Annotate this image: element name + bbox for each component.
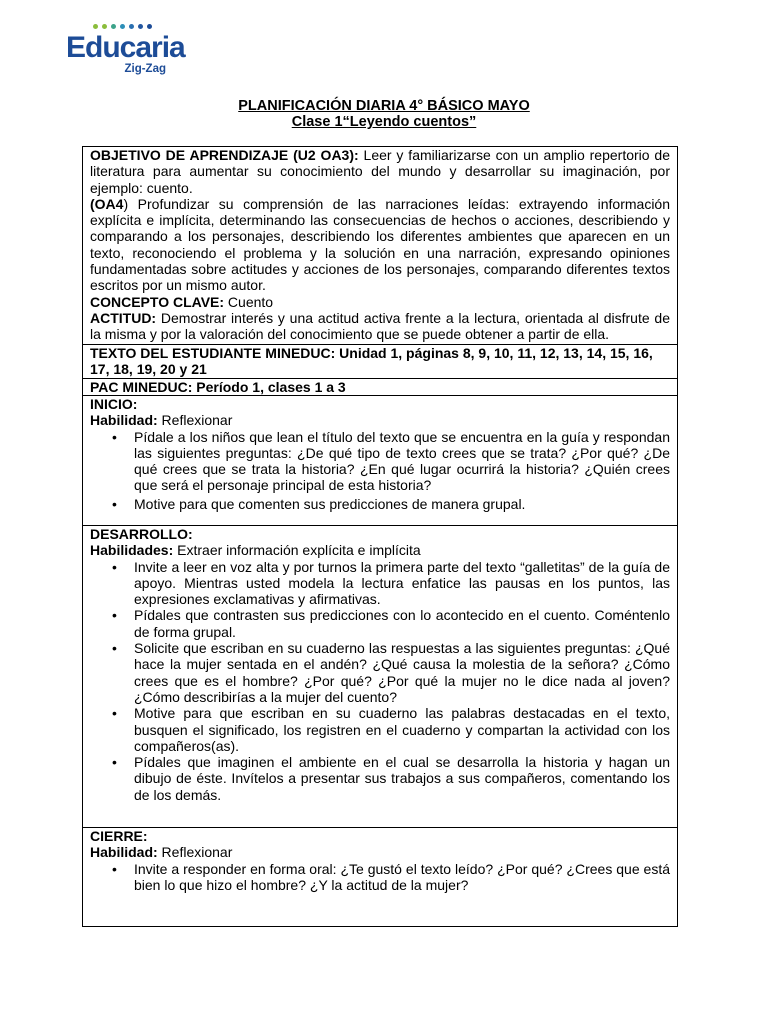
list-item: • Invite a responder en forma oral: ¿Te gustó el texto leído? ¿Por qué? ¿Crees que está bien lo que hizo el hombre? ¿Y la actitud de la mujer? bbox=[90, 861, 670, 894]
section-pac bbox=[83, 378, 677, 395]
objetivo-paragraph bbox=[90, 147, 670, 196]
oa4-text: ) Profundizar su comprensión de las narraciones leídas: extrayendo información explícita e implícita, determinando las consecuencias de hechos o acciones, describiendo y comparando a los personajes, describiendo los diferentes ambientes que aparecen en un texto, reconociendo el problema y la solución en una narración, expresando opiniones fundamentadas sobre actitudes y acciones de los personajes, comparando diferentes textos escritos por un mismo autor. bbox=[90, 195, 670, 294]
document-title: PLANIFICACIÓN DIARIA 4° BÁSICO MAYO bbox=[238, 98, 530, 114]
concepto-label: CONCEPTO CLAVE: bbox=[90, 293, 225, 310]
inicio-skill-text: Reflexionar bbox=[157, 412, 233, 429]
desarrollo-heading: DESARROLLO: bbox=[90, 526, 193, 542]
cierre-skill-label: Habilidad: bbox=[90, 844, 158, 861]
logo-subbrand: Zig-Zag bbox=[124, 63, 166, 75]
list-item: • Solicite que escriban en su cuaderno las respuestas a las siguientes preguntas: ¿Qué hace la mujer sentada en el andén? ¿Qué causa la molestia de la señora? ¿Cómo crees que es el hombre? ¿Por qué? ¿Por qué la mujer no le dice nada al joven? ¿Cómo describirías a la mujer del cuento? bbox=[90, 640, 670, 705]
lesson-plan-table bbox=[82, 146, 678, 927]
actitud-label: ACTITUD: bbox=[90, 309, 157, 326]
logo-brand: Educaria bbox=[66, 31, 185, 64]
document-subtitle: Clase 1“Leyendo cuentos” bbox=[291, 114, 477, 130]
logo-dot bbox=[102, 24, 107, 29]
oa4-label: OA4 bbox=[94, 195, 124, 212]
logo-dot bbox=[120, 24, 125, 29]
cierre-skill bbox=[90, 844, 670, 860]
inicio-heading: INICIO: bbox=[90, 396, 138, 412]
list-item: • Pídales que contrasten sus predicciones con lo acontecido en el cuento. Coméntenlo de forma grupal. bbox=[90, 607, 670, 640]
logo-dot bbox=[111, 24, 116, 29]
section-desarrollo bbox=[83, 525, 677, 827]
concepto-text: Cuento bbox=[224, 293, 274, 310]
pac-text: PAC MINEDUC: Período 1, clases 1 a 3 bbox=[90, 379, 346, 395]
actitud-paragraph bbox=[90, 310, 670, 343]
section-texto-estudiante bbox=[83, 344, 677, 378]
concepto-clave bbox=[90, 294, 670, 310]
objetivo-text: Leer y familiarizarse con un amplio repertorio de literatura para aumentar su conocimiento del mundo y desarrollar su imaginación, por ejemplo: cuento. bbox=[90, 147, 670, 196]
desarrollo-list bbox=[90, 559, 670, 803]
desarrollo-skill-text: Extraer información explícita e implícita bbox=[173, 542, 421, 559]
educaria-logo bbox=[66, 22, 185, 75]
logo-dot bbox=[93, 24, 98, 29]
oa4-open: ( bbox=[90, 195, 95, 212]
list-item: • Motive para que escriban en su cuaderno las palabras destacadas en el texto, busquen el significado, los registren en el cuaderno y compartan la actividad con los compañeros(as). bbox=[90, 705, 670, 754]
cierre-list bbox=[90, 861, 670, 894]
section-objetivo bbox=[83, 147, 677, 344]
section-cierre bbox=[83, 827, 677, 926]
desarrollo-skill-label: Habilidades: bbox=[90, 542, 174, 559]
inicio-skill-label: Habilidad: bbox=[90, 412, 158, 429]
cierre-heading: CIERRE: bbox=[90, 828, 148, 844]
desarrollo-skill bbox=[90, 542, 670, 558]
oa4-paragraph bbox=[90, 196, 670, 294]
logo-dot bbox=[147, 24, 152, 29]
list-item: • Pídales que imaginen el ambiente en el cual se desarrolla la historia y hagan un dibujo de éste. Invítelos a presentar sus trabajos a sus compañeros, comentando los de los demás. bbox=[90, 754, 670, 803]
list-item: • Motive para que comenten sus predicciones de manera grupal. bbox=[90, 496, 670, 512]
section-inicio bbox=[83, 395, 677, 525]
actitud-text: Demostrar interés y una actitud activa frente a la lectura, orientada al disfrute de la misma y por la valoración del conocimiento que se puede obtener a partir de ella. bbox=[90, 309, 670, 343]
logo-dot bbox=[138, 24, 143, 29]
objetivo-label: OBJETIVO DE APRENDIZAJE (U2 OA3): bbox=[90, 147, 359, 163]
logo-dot bbox=[129, 24, 134, 29]
cierre-skill-text: Reflexionar bbox=[157, 844, 233, 861]
inicio-list bbox=[90, 429, 670, 512]
texto-estudiante: TEXTO DEL ESTUDIANTE MINEDUC: Unidad 1, páginas 8, 9, 10, 11, 12, 13, 14, 15, 16, 17, 18, 19, 20 y 21 bbox=[90, 345, 653, 378]
list-item: • Invite a leer en voz alta y por turnos la primera parte del texto “galletitas” de la guía de apoyo. Mientras usted modela la lectura enfatice las pausas en los puntos, las expresiones exclamativas y afirmativas. bbox=[90, 559, 670, 608]
list-item: • Pídale a los niños que lean el título del texto que se encuentra en la guía y respondan las siguientes preguntas: ¿De qué tipo de texto crees que se trata? ¿Por qué? ¿De qué crees que se trata la historia? ¿En qué lugar ocurrirá la historia? ¿Quién crees que será el personaje principal de esta historia? bbox=[90, 429, 670, 494]
inicio-skill bbox=[90, 412, 670, 428]
